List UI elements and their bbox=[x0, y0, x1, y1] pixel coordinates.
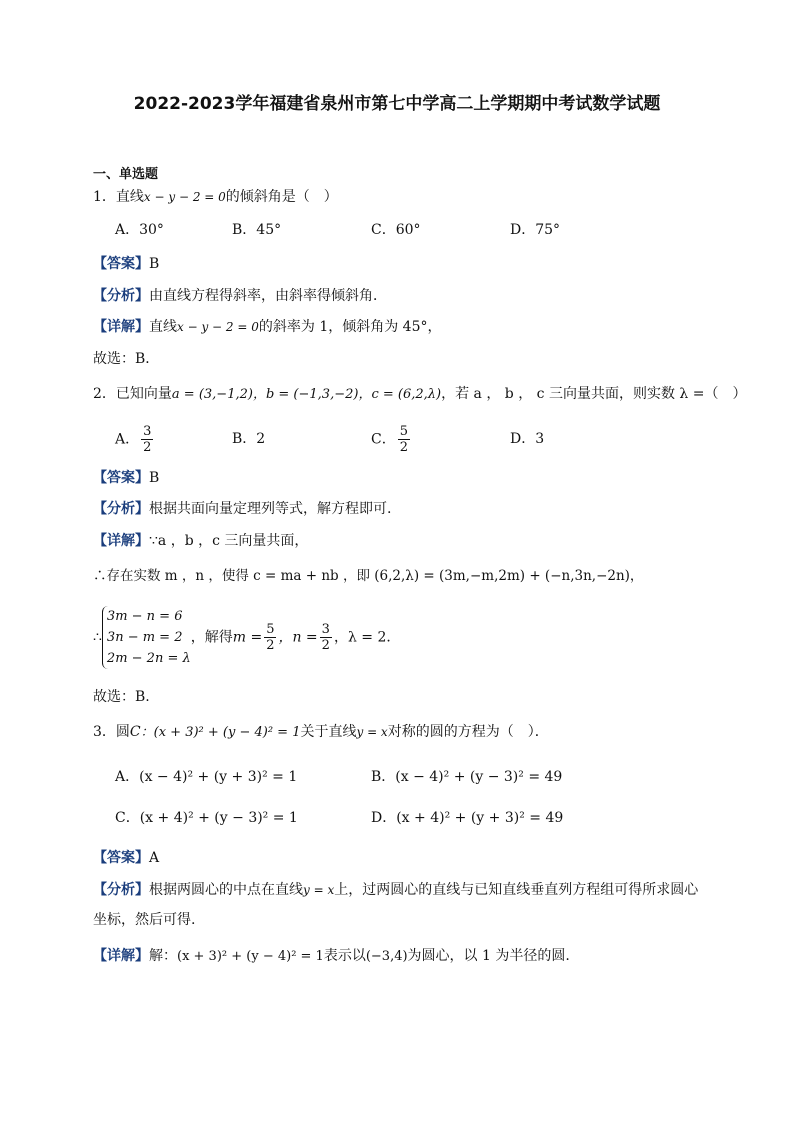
detail-tag: 【详解】 bbox=[93, 319, 149, 335]
q2-stem-prefix: 2．已知向量 bbox=[93, 386, 172, 402]
q2-detail bbox=[93, 531, 308, 551]
q3-circle-name: C bbox=[129, 724, 141, 740]
system-eq-3: 2m − 2n = λ bbox=[106, 651, 191, 666]
q1-stem-prefix: 1．直线 bbox=[93, 189, 144, 205]
q3-option-c bbox=[115, 808, 298, 828]
q3-detail-prefix: 解： bbox=[149, 948, 177, 964]
q3-analysis-prefix: 根据两圆心的中点在直线 bbox=[149, 882, 303, 898]
section-heading: 一、单选题 bbox=[93, 167, 159, 182]
q1-stem-equation: x − y − 2 = 0 bbox=[143, 190, 226, 204]
q2-analysis-text: 根据共面向量定理列等式，解方程即可. bbox=[149, 501, 392, 517]
q2-vector-c: c = (6,2,λ) bbox=[371, 387, 442, 402]
q3-answer-value: A bbox=[149, 850, 160, 866]
detail-tag: 【详解】 bbox=[93, 948, 149, 964]
q2-detail-text: ∵a ，b ，c 三向量共面， bbox=[149, 533, 309, 549]
q1-option-b: B．45° bbox=[232, 222, 282, 238]
q3-detail-center: (−3,4) bbox=[365, 949, 408, 964]
answer-tag: 【答案】 bbox=[93, 470, 149, 486]
q2-answer-value: B bbox=[149, 470, 160, 486]
q1-answer bbox=[93, 254, 159, 274]
solve-n: ，n = bbox=[278, 629, 318, 646]
q3-option-c-text: C．(x + 4)² + (y − 3)² = 1 bbox=[115, 810, 298, 826]
fraction-denominator: 2 bbox=[266, 638, 275, 653]
q3-option-d-text: D．(x + 4)² + (y + 3)² = 49 bbox=[371, 810, 564, 826]
q3-option-b-text: B．(x − 4)² + (y − 3)² = 49 bbox=[371, 769, 563, 785]
q2-conclusion: 故选：B. bbox=[93, 689, 150, 705]
q1-conclusion: 故选：B． bbox=[93, 351, 160, 367]
fraction-numerator: 5 bbox=[399, 424, 408, 439]
q2-vector-a: a = (3,−1,2)， bbox=[171, 387, 266, 402]
system-brace bbox=[102, 606, 191, 669]
detail-tag: 【详解】 bbox=[93, 533, 149, 549]
q3-analysis-continued: 坐标，然后可得. bbox=[93, 912, 196, 928]
q3-analysis-line: y = x bbox=[303, 883, 335, 897]
q1-analysis bbox=[93, 286, 387, 306]
analysis-tag: 【分析】 bbox=[93, 288, 149, 304]
system-eq-2: 3n − m = 2 bbox=[106, 630, 183, 645]
q2-option-a-label: A． bbox=[115, 431, 140, 448]
q2-stem bbox=[93, 384, 746, 405]
q2-option-a bbox=[115, 424, 155, 455]
q1-detail bbox=[93, 317, 442, 337]
q3-analysis-suffix: 上，过两圆心的直线与已知直线垂直列方程组可得所求圆心 bbox=[334, 882, 699, 898]
q3-detail bbox=[93, 946, 570, 967]
q1-option-c: C．60° bbox=[371, 222, 421, 238]
q2-vector-b: b = (−1,3,−2)， bbox=[265, 387, 372, 402]
q3-detail-middle: 表示以 bbox=[323, 948, 366, 964]
q1-stem-suffix: 的倾斜角是（ ） bbox=[225, 189, 338, 205]
solve-prefix: ，解得 bbox=[190, 629, 233, 646]
q3-option-d bbox=[371, 808, 563, 828]
solve-lambda: ，λ = 2． bbox=[333, 629, 401, 646]
q3-stem bbox=[93, 722, 549, 743]
q2-exist-line: ∴存在实数 m ，n ，使得 c = ma + nb ，即 (6,2,λ) = (3m,−m,2m) + (−n,3n,−2n)， bbox=[93, 568, 644, 584]
q2-stem-suffix: ，若 a ， b ， c 三向量共面，则实数 λ =（ ） bbox=[441, 386, 747, 402]
q2-analysis bbox=[93, 499, 391, 519]
therefore-symbol: ∴ bbox=[93, 629, 102, 646]
q3-option-b bbox=[371, 767, 562, 787]
q3-stem-suffix: 对称的圆的方程为（ ）． bbox=[387, 724, 549, 740]
q3-option-a bbox=[115, 767, 297, 787]
q2-option-c-fraction bbox=[398, 424, 410, 455]
answer-tag: 【答案】 bbox=[93, 256, 149, 272]
solve-m-fraction bbox=[264, 622, 276, 653]
fraction-numerator: 5 bbox=[266, 622, 275, 637]
q1-detail-equation: x − y − 2 = 0 bbox=[177, 320, 259, 334]
q3-stem-middle: 关于直线 bbox=[300, 724, 357, 740]
q3-detail-suffix: 为圆心，以 1 为半径的圆. bbox=[407, 948, 570, 964]
q1-option-d: D．75° bbox=[510, 222, 561, 238]
q1-stem bbox=[93, 187, 338, 207]
q3-analysis bbox=[93, 880, 698, 900]
solve-n-fraction bbox=[320, 622, 332, 653]
q1-answer-value: B bbox=[149, 256, 160, 272]
q2-option-b: B．2 bbox=[232, 431, 266, 447]
q3-option-a-text: A．(x − 4)² + (y + 3)² = 1 bbox=[115, 769, 298, 785]
q2-equation-system bbox=[93, 606, 400, 669]
q1-option-a: A．30° bbox=[115, 222, 164, 238]
q2-option-a-fraction bbox=[141, 424, 153, 455]
fraction-denominator: 2 bbox=[143, 440, 152, 455]
q3-line-equation: y = x bbox=[356, 725, 388, 739]
q3-circle-equation: ：(x + 3)² + (y − 4)² = 1 bbox=[140, 725, 301, 740]
q1-detail-suffix: 的斜率为 1，倾斜角为 45°， bbox=[258, 319, 442, 335]
q3-stem-prefix: 3．圆 bbox=[93, 724, 130, 740]
q2-option-c-label: C． bbox=[371, 431, 396, 448]
analysis-tag: 【分析】 bbox=[93, 501, 149, 517]
q2-option-c bbox=[371, 424, 412, 455]
solve-m: m = bbox=[232, 629, 263, 646]
q1-analysis-text: 由直线方程得斜率，由斜率得倾斜角． bbox=[149, 288, 387, 304]
answer-tag: 【答案】 bbox=[93, 850, 149, 866]
fraction-denominator: 2 bbox=[321, 638, 330, 653]
fraction-denominator: 2 bbox=[399, 440, 408, 455]
analysis-tag: 【分析】 bbox=[93, 882, 149, 898]
system-eq-1: 3m − n = 6 bbox=[106, 609, 183, 624]
fraction-numerator: 3 bbox=[143, 424, 152, 439]
q2-answer bbox=[93, 468, 159, 488]
page-title: 2022-2023学年福建省泉州市第七中学高二上学期期中考试数学试题 bbox=[133, 94, 661, 114]
q2-option-d: D．3 bbox=[510, 431, 545, 447]
fraction-numerator: 3 bbox=[321, 622, 330, 637]
q1-detail-prefix: 直线 bbox=[149, 319, 177, 335]
q3-answer bbox=[93, 848, 159, 868]
q3-detail-equation: (x + 3)² + (y − 4)² = 1 bbox=[177, 949, 324, 964]
